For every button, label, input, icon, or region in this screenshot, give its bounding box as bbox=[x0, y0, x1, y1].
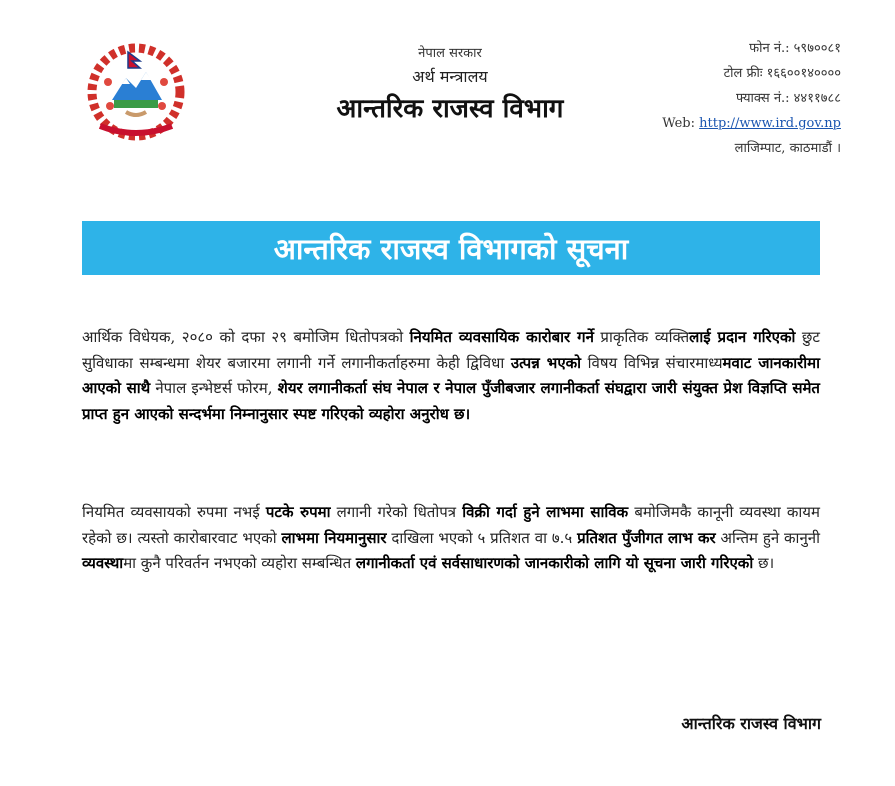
text-run: नियमित व्यवसायको रुपमा नभई bbox=[82, 503, 266, 521]
text-run: पटके रुपमा bbox=[265, 503, 331, 521]
text-run: लगानीकर्ता एवं सर्वसाधारणको जानकारीको लागि यो सूचना जारी गरिएको bbox=[355, 554, 754, 573]
website-line bbox=[581, 111, 841, 136]
text-run: अन्तिम हुने कानुनी bbox=[715, 528, 820, 547]
toll-free-number: टोल फ्रीः १६६००१४०००० bbox=[723, 66, 841, 81]
address: लाजिम्पाट, काठमाडौं । bbox=[734, 141, 841, 156]
text-run: बमोजिमकै कानूनी व्यवस्था कायम रहेको छ। त्यस्तो कारोबारवाट भएको bbox=[82, 503, 820, 547]
notice-banner bbox=[82, 221, 820, 275]
text-run: दाखिला भएको ५ प्रतिशत वा ७.५ bbox=[386, 528, 578, 547]
contact-info bbox=[581, 36, 841, 161]
text-run: उत्पन्न भएको bbox=[510, 353, 582, 372]
text-run: शेयर लगानीकर्ता संघ नेपाल र नेपाल पुँजीबजार लगानीकर्ता संघद्वारा जारी संयुक्त प्रेश विज्ञप्ति समेत प्राप्त हुन आएको सन्दर्भमा निम्नानुसार स्पष्ट गरिएको व्यहोरा अनुरोध छ। bbox=[82, 379, 820, 423]
department-name: आन्तरिक राजस्व विभाग bbox=[336, 94, 564, 124]
signature-department: आन्तरिक राजस्व विभाग bbox=[681, 714, 821, 733]
text-run: आर्थिक विधेयक, २०८० को दफा २९ बमोजिम धितोपत्रको bbox=[82, 328, 410, 346]
text-run: नियमित व्यवसायिक कारोबार गर्ने bbox=[409, 328, 594, 346]
text-run: विषय विभिन्न संचारमाध्य bbox=[581, 353, 723, 372]
notice-paragraph-2 bbox=[82, 500, 820, 577]
text-run: मा कुनै परिवर्तन नभएको व्यहोरा सम्बन्धित bbox=[123, 554, 356, 573]
text-run: प्राकृतिक व्यक्ति bbox=[593, 328, 690, 346]
fax-number: फ्याक्स नं.: ४४११७८८ bbox=[735, 91, 841, 106]
phone-number: फोन नं.: ५९७००८१ bbox=[749, 41, 841, 56]
website-link[interactable]: http://www.ird.gov.np bbox=[699, 116, 841, 131]
notice-title: आन्तरिक राजस्व विभागको सूचना bbox=[273, 231, 629, 266]
government-name: नेपाल सरकार bbox=[418, 46, 482, 61]
notice-paragraph-1 bbox=[82, 325, 820, 427]
text-run: व्यवस्था bbox=[82, 554, 124, 573]
text-run: लाभमा नियमानुसार bbox=[281, 528, 387, 547]
nepal-government-emblem-icon bbox=[80, 42, 192, 142]
letterhead bbox=[300, 44, 600, 128]
text-run: छुट सुविधाका सम्बन्धमा शेयर बजारमा लगानी गर्ने लगानीकर्ताहरुमा केही द्विविधा bbox=[82, 328, 820, 372]
text-run: लगानी गरेको धितोपत्र bbox=[330, 503, 463, 521]
text-run: लाई प्रदान गरिएको bbox=[689, 328, 796, 346]
text-run: नेपाल इन्भेष्टर्स फोरम, bbox=[150, 379, 278, 398]
text-run: प्रतिशत पुँजीगत लाभ कर bbox=[577, 528, 716, 547]
text-run: विक्री गर्दा हुने लाभमा साविक bbox=[462, 503, 629, 521]
ministry-name: अर्थ मन्त्रालय bbox=[412, 67, 488, 86]
web-label: Web: bbox=[662, 116, 700, 131]
text-run: मवाट जानकारीमा आएको साथै bbox=[82, 353, 820, 398]
text-run: छ। bbox=[753, 554, 775, 573]
